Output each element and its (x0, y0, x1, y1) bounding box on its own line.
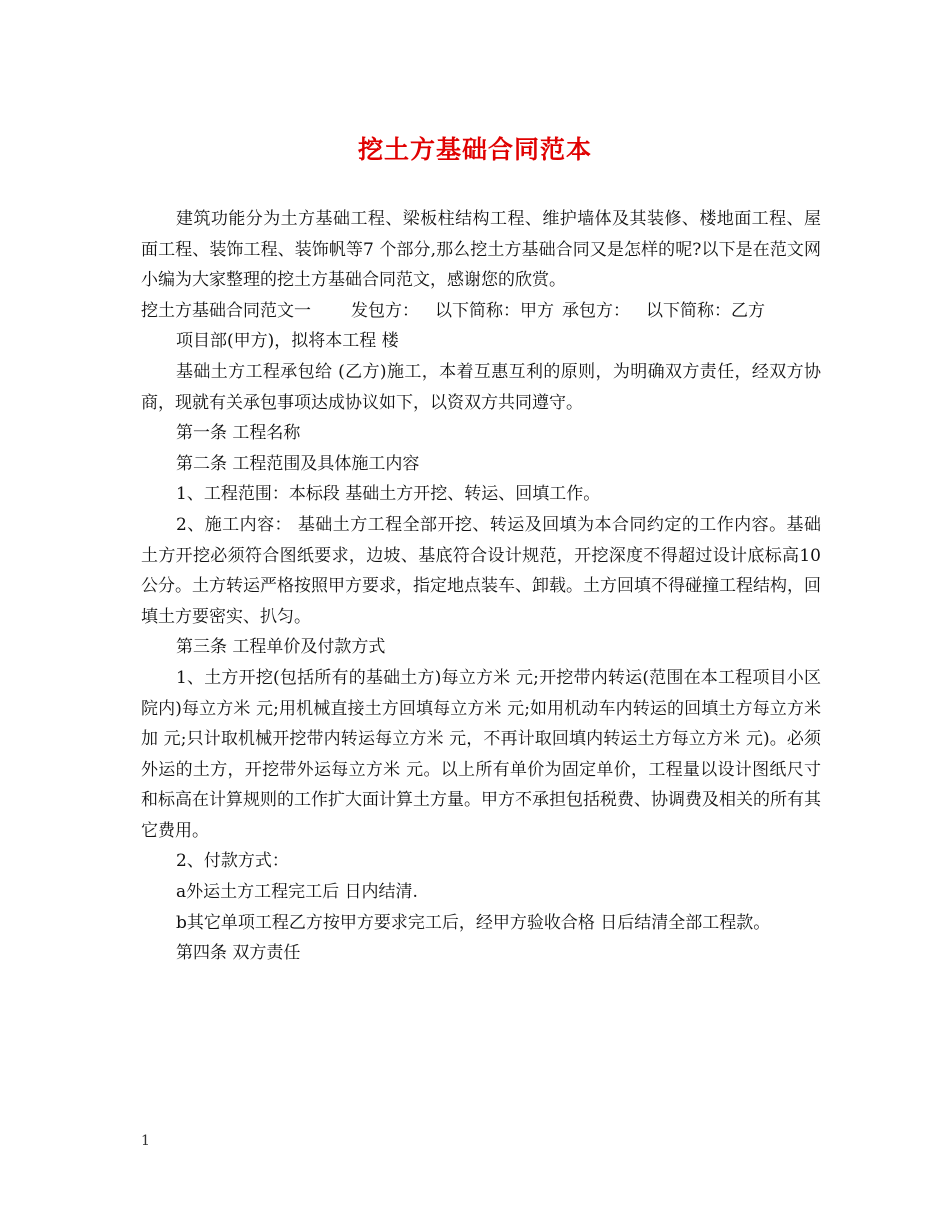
contract-paragraph: a外运土方工程完工后 日内结清. (176, 882, 418, 903)
contract-paragraph: 2、施工内容： 基础土方工程全部开挖、转运及回填为本合同约定的工作内容。基础土方开挖必须符合图纸要求，边坡、基底符合设计规范，开挖深度不得超过设计底标高10公分。土方转运严格按照甲方要求，指定地点装车、卸载。土方回填不得碰撞工程结构，回填土方要密实、扒匀。 (141, 514, 821, 627)
intro-paragraph: 建筑功能分为土方基础工程、梁板柱结构工程、维护墙体及其装修、楼地面工程、屋面工程、装饰工程、装饰帆等7 个部分,那么挖土方基础合同又是怎样的呢?以下是在范文网小编为大家整理的挖土方基础合同范文，感谢您的欣赏。 (141, 209, 821, 291)
article-heading: 第四条 双方责任 (176, 943, 301, 964)
contractor-label: 承包方： (562, 300, 630, 321)
page-number: 1 (141, 1133, 150, 1149)
article-heading: 第一条 工程名称 (176, 423, 301, 444)
employer-label: 发包方： (351, 300, 419, 321)
article-heading: 第二条 工程范围及具体施工内容 (176, 453, 420, 474)
document-title: 挖土方基础合同范本 (357, 135, 592, 164)
contract-header-row (141, 296, 821, 327)
document-body (141, 204, 821, 969)
project-line: 项目部(甲方)，拟将本工程 楼 (176, 331, 399, 352)
contract-paragraph: 基础土方工程承包给 (乙方)施工，本着互惠互利的原则，为明确双方责任，经双方协商，现就有关承包事项达成协议如下，以资双方共同遵守。 (141, 361, 821, 413)
employer-alias: 以下简称：甲方 (435, 300, 554, 321)
article-heading: 第三条 工程单价及付款方式 (176, 637, 386, 658)
contract-paragraph: 2、付款方式： (176, 851, 289, 872)
contract-paragraph: 1、工程范围：本标段 基础土方开挖、转运、回填工作。 (176, 484, 601, 505)
contract-sample-title: 挖土方基础合同范文一 (141, 300, 311, 321)
contract-paragraph: b其它单项工程乙方按甲方要求完工后，经甲方验收合格 日后结清全部工程款。 (176, 912, 771, 933)
contractor-alias: 以下简称：乙方 (646, 300, 765, 321)
contract-paragraph: 1、土方开挖(包括所有的基础土方)每立方米 元;开挖带内转运(范围在本工程项目小区院内)每立方米 元;用机械直接土方回填每立方米 元;如用机动车内转运的回填土方每立方米加 元;只计取机械开挖带内转运每立方米 元，不再计取回填内转运土方每立方米 元)。必须外运的土方，开挖带外运每立方米 元。以上所有单价为固定单价，工程量以设计图纸尺寸和标高在计算规则的工作扩大面计算土方量。甲方不承担包括税费、协调费及相关的所有其它费用。 (141, 667, 821, 841)
